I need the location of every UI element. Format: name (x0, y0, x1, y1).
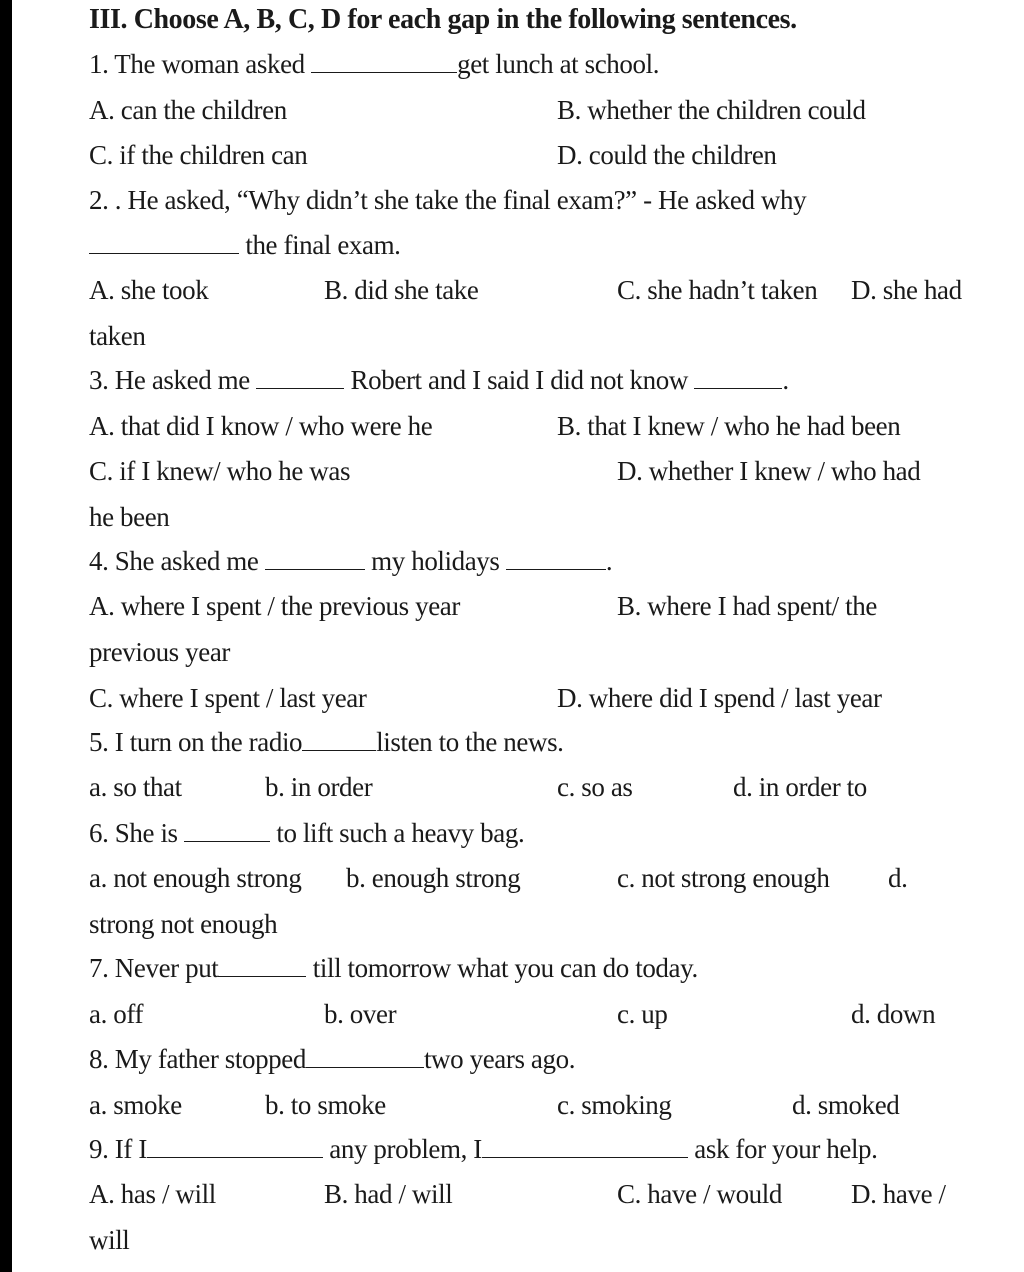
question-text: listen to the news. (376, 727, 564, 757)
option-b[interactable]: b. over (324, 999, 397, 1029)
question-text: 4. She asked me (89, 546, 265, 576)
option-a[interactable]: a. smoke (89, 1090, 182, 1120)
question-7 (89, 952, 698, 984)
option-a[interactable]: a. not enough strong (89, 863, 302, 893)
question-6 (89, 817, 524, 849)
option-d[interactable]: d. down (851, 999, 936, 1029)
option-b[interactable]: b. in order (265, 772, 373, 802)
option-b-continued: previous year (89, 637, 230, 667)
question-text: the final exam. (239, 230, 401, 260)
answer-blank[interactable] (147, 1135, 323, 1158)
option-a[interactable]: A. that did I know / who were he (89, 411, 433, 441)
question-text: 1. The woman asked (89, 49, 312, 79)
option-a[interactable]: A. she took (89, 275, 209, 305)
question-text: 9. If I (89, 1134, 147, 1164)
option-a[interactable]: a. so that (89, 772, 182, 802)
option-b[interactable]: B. had / will (324, 1179, 453, 1209)
answer-blank[interactable] (302, 728, 376, 751)
option-c[interactable]: c. not strong enough (617, 863, 830, 893)
option-d[interactable]: D. could the children (557, 140, 777, 170)
answer-blank[interactable] (694, 366, 782, 389)
question-text: get lunch at school. (457, 49, 660, 79)
answer-blank[interactable] (184, 819, 270, 842)
question-text: my holidays (364, 546, 506, 576)
question-text: 3. He asked me (89, 365, 257, 395)
question-2: 2. . He asked, “Why didn’t she take the final exam?” - He asked why (89, 185, 807, 215)
question-text: ask for your help. (687, 1134, 878, 1164)
option-d[interactable]: D. have / (851, 1179, 946, 1209)
section-title: III. Choose A, B, C, D for each gap in the following sentences. (89, 4, 797, 35)
option-d-continued: strong not enough (89, 909, 278, 939)
question-4 (89, 545, 612, 577)
option-c[interactable]: C. she hadn’t taken (617, 275, 818, 305)
option-a[interactable]: a. off (89, 999, 144, 1029)
option-d[interactable]: d. smoked (792, 1090, 900, 1120)
question-text: any problem, I (322, 1134, 482, 1164)
option-b[interactable]: b. to smoke (265, 1090, 386, 1120)
question-text: 5. I turn on the radio (89, 727, 303, 757)
question-text: 7. Never put (89, 953, 219, 983)
option-b[interactable]: B. that I knew / who he had been (557, 411, 901, 441)
question-text: Robert and I said I did not know (344, 365, 695, 395)
option-c[interactable]: c. up (617, 999, 668, 1029)
question-8 (89, 1043, 575, 1075)
answer-blank[interactable] (265, 547, 365, 570)
option-b[interactable]: B. where I had spent/ the (617, 591, 877, 621)
option-d[interactable]: d. (888, 863, 908, 893)
option-a[interactable]: A. has / will (89, 1179, 216, 1209)
question-2-continued (89, 229, 401, 261)
option-d-continued: taken (89, 321, 146, 351)
question-text: to lift such a heavy bag. (270, 818, 525, 848)
question-1 (89, 48, 659, 80)
answer-blank[interactable] (311, 50, 457, 73)
option-d[interactable]: D. where did I spend / last year (557, 683, 882, 713)
option-b[interactable]: b. enough strong (346, 863, 521, 893)
option-c[interactable]: c. smoking (557, 1090, 672, 1120)
option-d-continued: will (89, 1225, 130, 1255)
option-d[interactable]: D. whether I knew / who had (617, 456, 921, 486)
question-3 (89, 364, 789, 396)
option-a[interactable]: A. where I spent / the previous year (89, 591, 460, 621)
question-text: . (605, 546, 613, 576)
question-9 (89, 1133, 878, 1165)
answer-blank[interactable] (218, 954, 306, 977)
question-5 (89, 726, 564, 758)
question-text: two years ago. (423, 1044, 576, 1074)
option-c[interactable]: C. have / would (617, 1179, 782, 1209)
question-text: till tomorrow what you can do today. (306, 953, 698, 983)
option-c[interactable]: c. so as (557, 772, 633, 802)
option-b[interactable]: B. whether the children could (557, 95, 866, 125)
left-border-bar (0, 0, 12, 1272)
option-d[interactable]: d. in order to (733, 772, 867, 802)
answer-blank[interactable] (482, 1135, 688, 1158)
option-c[interactable]: C. if the children can (89, 140, 308, 170)
answer-blank[interactable] (506, 547, 606, 570)
question-text: . (782, 365, 789, 395)
option-a[interactable]: A. can the children (89, 95, 287, 125)
option-b[interactable]: B. did she take (324, 275, 479, 305)
answer-blank[interactable] (256, 366, 344, 389)
option-d-continued: he been (89, 502, 170, 532)
answer-blank[interactable] (306, 1045, 424, 1068)
option-c[interactable]: C. where I spent / last year (89, 683, 367, 713)
option-c[interactable]: C. if I knew/ who he was (89, 456, 351, 486)
question-text: 6. She is (89, 818, 185, 848)
answer-blank[interactable] (89, 231, 239, 254)
option-d[interactable]: D. she had (851, 275, 962, 305)
question-text: 8. My father stopped (89, 1044, 306, 1074)
